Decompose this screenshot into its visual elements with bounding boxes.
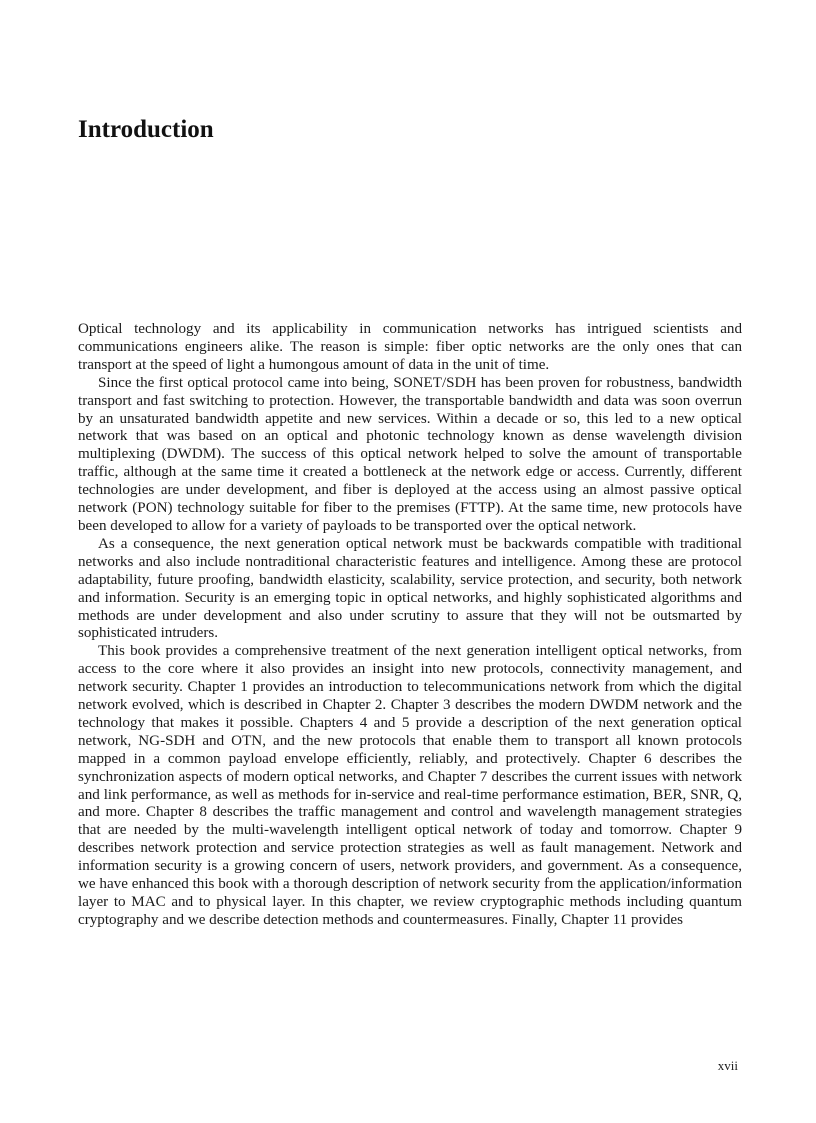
chapter-title: Introduction [78, 116, 214, 143]
paragraph-4: This book provides a comprehensive treatment of the next generation intelligent optical networks, from access to the core where it also provides an insight into new protocols, connectivity management, and network security. Chapter 1 provides an introduction to telecommunications network from which the digital network evolved, which is described in Chapter 2. Chapter 3 describes the modern DWDM network and the technology that makes it possible. Chapters 4 and 5 provide a description of the next generation optical network, NG-SDH and OTN, and the new protocols that enable them to transport all known protocols mapped in a common payload envelope efficiently, reliably, and protectively. Chapter 6 describes the synchronization aspects of modern optical networks, and Chapter 7 describes the current issues with network and link performance, as well as methods for in-service and real-time performance estimation, BER, SNR, Q, and more. Chapter 8 describes the traffic management and control and wavelength management strategies that are needed by the multi-wavelength intelligent optical network of today and tomorrow. Chapter 9 describes network protection and service protection strategies as well as fault management. Network and information security is a growing concern of users, network providers, and government. As a consequence, we have enhanced this book with a thorough description of network security from the application/information layer to MAC and to physical layer. In this chapter, we review cryptographic methods including quantum cryptography and we describe detection methods and countermeasures. Finally, Chapter 11 provides [78, 643, 742, 928]
paragraph-2: Since the first optical protocol came into being, SONET/SDH has been proven for robustness, bandwidth transport and fast switching to protection. However, the transportable bandwidth and data was soon overrun by an unsaturated bandwidth appetite and new services. Within a decade or so, this led to a new optical network that was based on an optical and photonic technology known as dense wavelength division multiplexing (DWDM). The success of this optical network helped to solve the amount of transportable traffic, although at the same time it created a bottleneck at the network edge or access. Currently, different technologies are under development, and fiber is deployed at the access using an almost passive optical network (PON) technology suitable for fiber to the premises (FTTP). At the same time, new protocols have been developed to allow for a variety of payloads to be transported over the optical network. [78, 374, 742, 534]
paragraph-1: Optical technology and its applicability in communication networks has intrigued scientists and communications engineers alike. The reason is simple: fiber optic networks are the only ones that can transport at the speed of light a humongous amount of data in the unit of time. [78, 321, 742, 373]
page-number: xvii [717, 1058, 738, 1073]
paragraph-3: As a consequence, the next generation optical network must be backwards compatible with traditional networks and also include nontraditional characteristic features and intelligence. Among these are protocol adaptability, future proofing, bandwidth elasticity, scalability, service protection, and security, both network and information. Security is an emerging topic in optical networks, and highly sophisticated algorithms and methods are under development and also under scrutiny to assure that they will not be outsmarted by sophisticated intruders. [78, 535, 742, 642]
body-text [78, 321, 742, 930]
